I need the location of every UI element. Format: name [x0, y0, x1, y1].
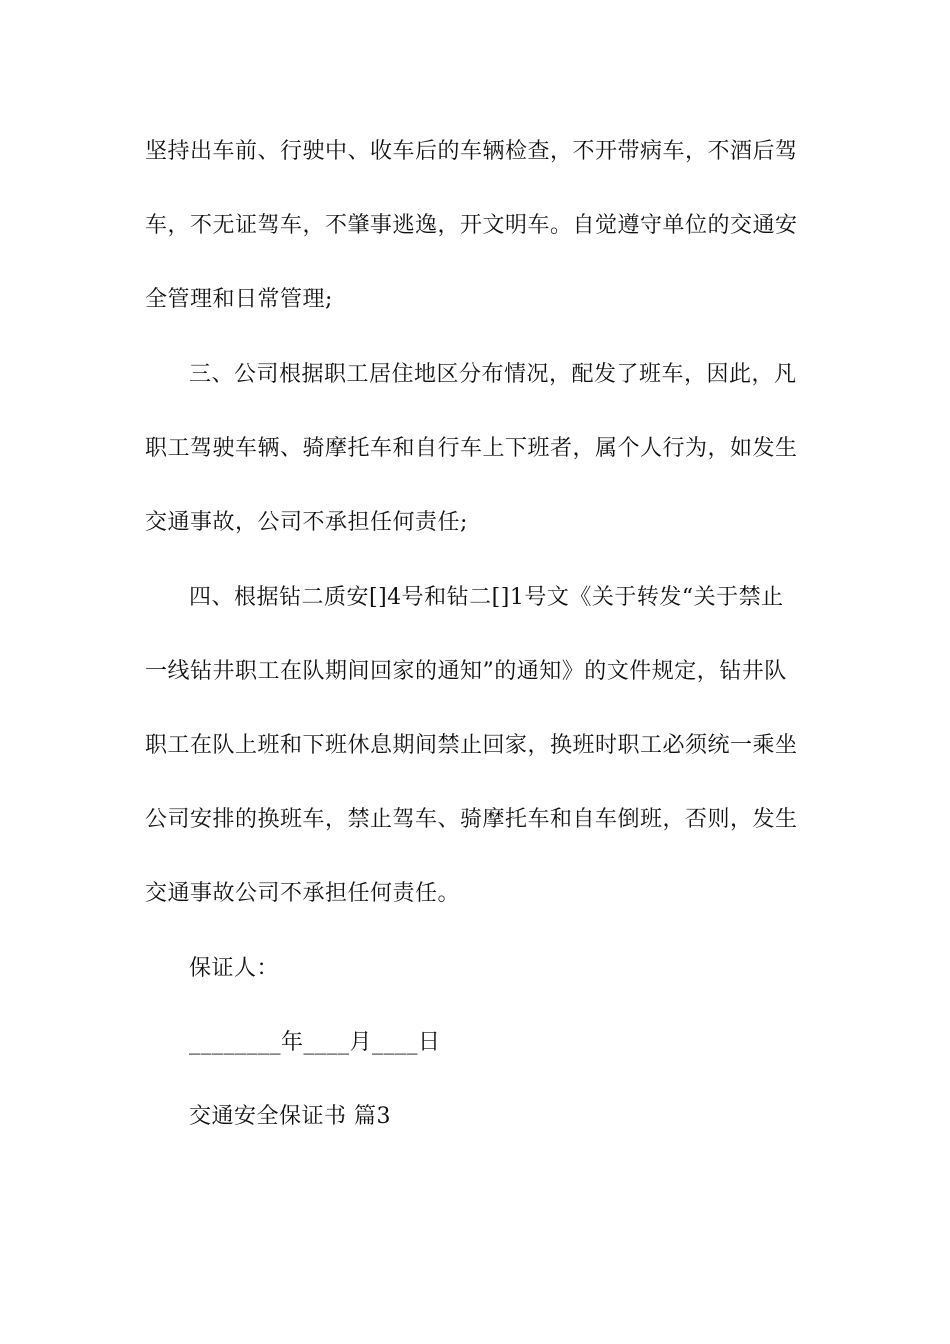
- date-line: ________年____月____日: [189, 1030, 441, 1055]
- body-text-line: 交通事故公司不承担任何责任。: [145, 881, 461, 906]
- body-text-line: 交通事故，公司不承担任何责任;: [145, 510, 468, 535]
- body-text-line: 全管理和日常管理;: [145, 287, 333, 312]
- guarantor-label: 保证人：: [189, 956, 280, 981]
- body-text-line: 公司安排的换班车，禁止驾车、骑摩托车和自车倒班，否则，发生: [145, 807, 798, 832]
- body-text-line: 车，不无证驾车，不肇事逃逸，开文明车。自觉遵守单位的交通安: [145, 213, 798, 238]
- body-text-line: 一线钻井职工在队期间回家的通知”的通知》的文件规定，钻井队: [145, 659, 787, 684]
- body-text-line: 坚持出车前、行驶中、收车后的车辆检查，不开带病车，不酒后驾: [145, 139, 798, 164]
- section-heading: 交通安全保证书 篇3: [189, 1104, 391, 1129]
- paragraph-four-start: 四、根据钻二质安[]4号和钻二[]1号文《关于转发“关于禁止: [189, 585, 784, 610]
- paragraph-three-start: 三、公司根据职工居住地区分布情况，配发了班车，因此，凡: [189, 362, 797, 387]
- body-text-line: 职工在队上班和下班休息期间禁止回家，换班时职工必须统一乘坐: [145, 733, 798, 758]
- body-text-line: 职工驾驶车辆、骑摩托车和自行车上下班者，属个人行为，如发生: [145, 436, 798, 461]
